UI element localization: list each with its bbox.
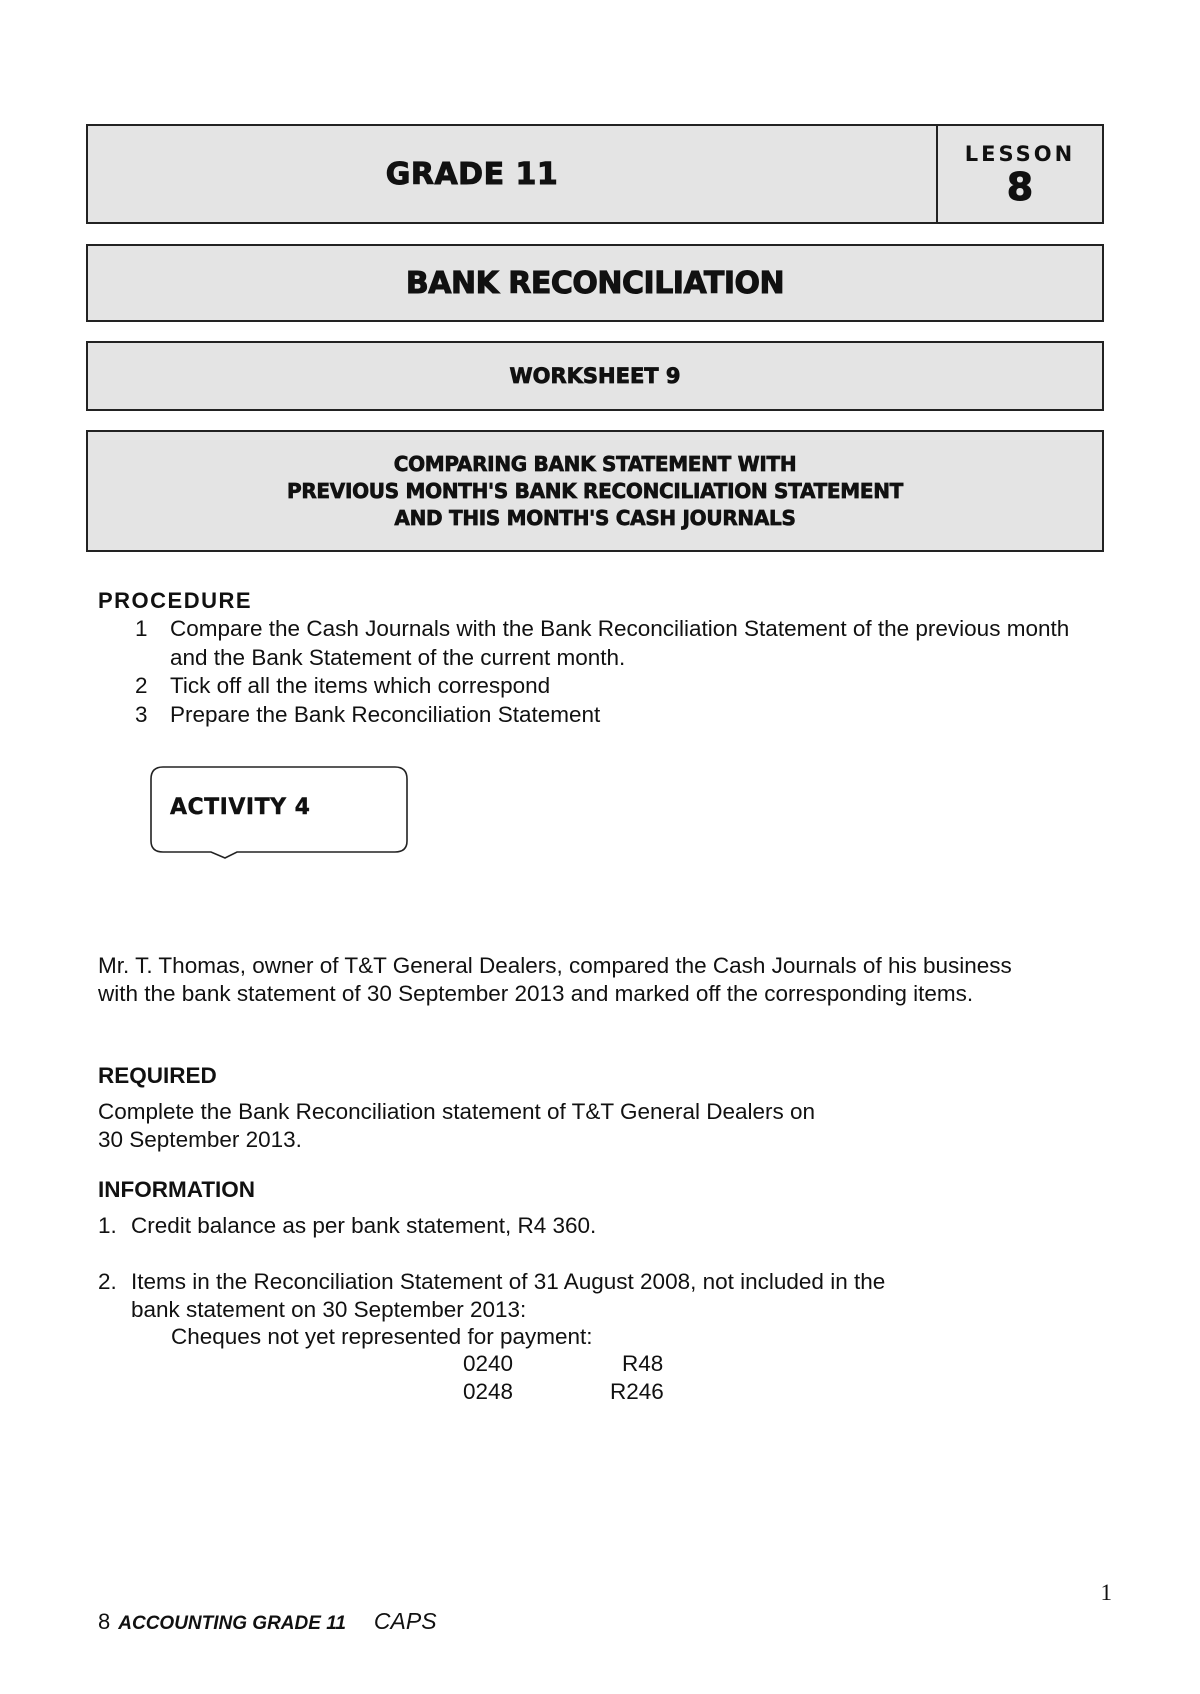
required-heading: REQUIRED [98,1063,217,1088]
item-number: 1. [98,1213,117,1238]
list-item [98,615,1098,672]
list-item [98,672,1098,701]
cheque-number: 0248 [463,1379,514,1404]
grade-header-box [86,124,1104,224]
required-line: Complete the Bank Reconciliation statement of T&T General Dealers on [98,1099,816,1124]
lesson-label: LESSON [964,142,1076,166]
item-text: Prepare the Bank Reconciliation Statement [170,701,601,727]
item-number: 2. [98,1269,117,1294]
subtitle-box [86,430,1104,552]
required-line: 30 September 2013. [98,1127,302,1152]
footer-lesson-number: 8 [98,1609,111,1634]
item-text: Compare the Cash Journals with the Bank Reconciliation Statement of the previous month and the Bank Statement of the current month. [170,616,1070,670]
footer-subject: ACCOUNTING GRADE 11 [118,1613,346,1634]
activity-callout [149,765,409,861]
item-text: Items in the Reconciliation Statement of 31 August 2008, not included in the [131,1269,886,1294]
cheque-amount: R48 [622,1351,664,1376]
lesson-number: 8 [1006,165,1034,209]
subtitle-line: AND THIS MONTH'S CASH JOURNALS [394,505,796,530]
title-box [86,244,1104,322]
page-title: BANK RECONCILIATION [405,265,785,301]
footer [98,1608,437,1635]
item-text: Credit balance as per bank statement, R4 360. [131,1213,597,1238]
activity-label: ACTIVITY 4 [170,795,311,820]
page-number: 1 [1100,1580,1112,1605]
subtitle-line: PREVIOUS MONTH'S BANK RECONCILIATION STATEMENT [286,478,904,503]
worksheet-label: WORKSHEET 9 [509,364,681,388]
item-text: Tick off all the items which correspond [170,673,551,698]
footer-caps: CAPS [373,1608,437,1634]
item-number: 2 [135,673,148,698]
list-item [98,1268,885,1296]
cheque-number: 0240 [463,1351,514,1376]
grade-cell [88,126,938,222]
information-heading: INFORMATION [98,1177,256,1202]
lesson-cell [938,126,1102,222]
grade-title: GRADE 11 [385,156,559,192]
item-text-continued: bank statement on 30 September 2013: [131,1297,527,1322]
cheque-amount: R246 [610,1379,664,1404]
item-number: 3 [135,701,148,727]
list-item [98,701,1098,730]
procedure-heading: PROCEDURE [98,588,253,613]
list-item [98,1212,596,1240]
item-number: 1 [135,616,148,641]
intro-paragraph: Mr. T. Thomas, owner of T&T General Dealers, compared the Cash Journals of his business with the bank statement of 30 September 2013 and marked off the corresponding items. [98,953,1012,1006]
procedure-list [98,615,1098,729]
subtitle-line: COMPARING BANK STATEMENT WITH [393,451,797,476]
cheques-subheading: Cheques not yet represented for payment: [171,1324,593,1349]
worksheet-box [86,341,1104,411]
